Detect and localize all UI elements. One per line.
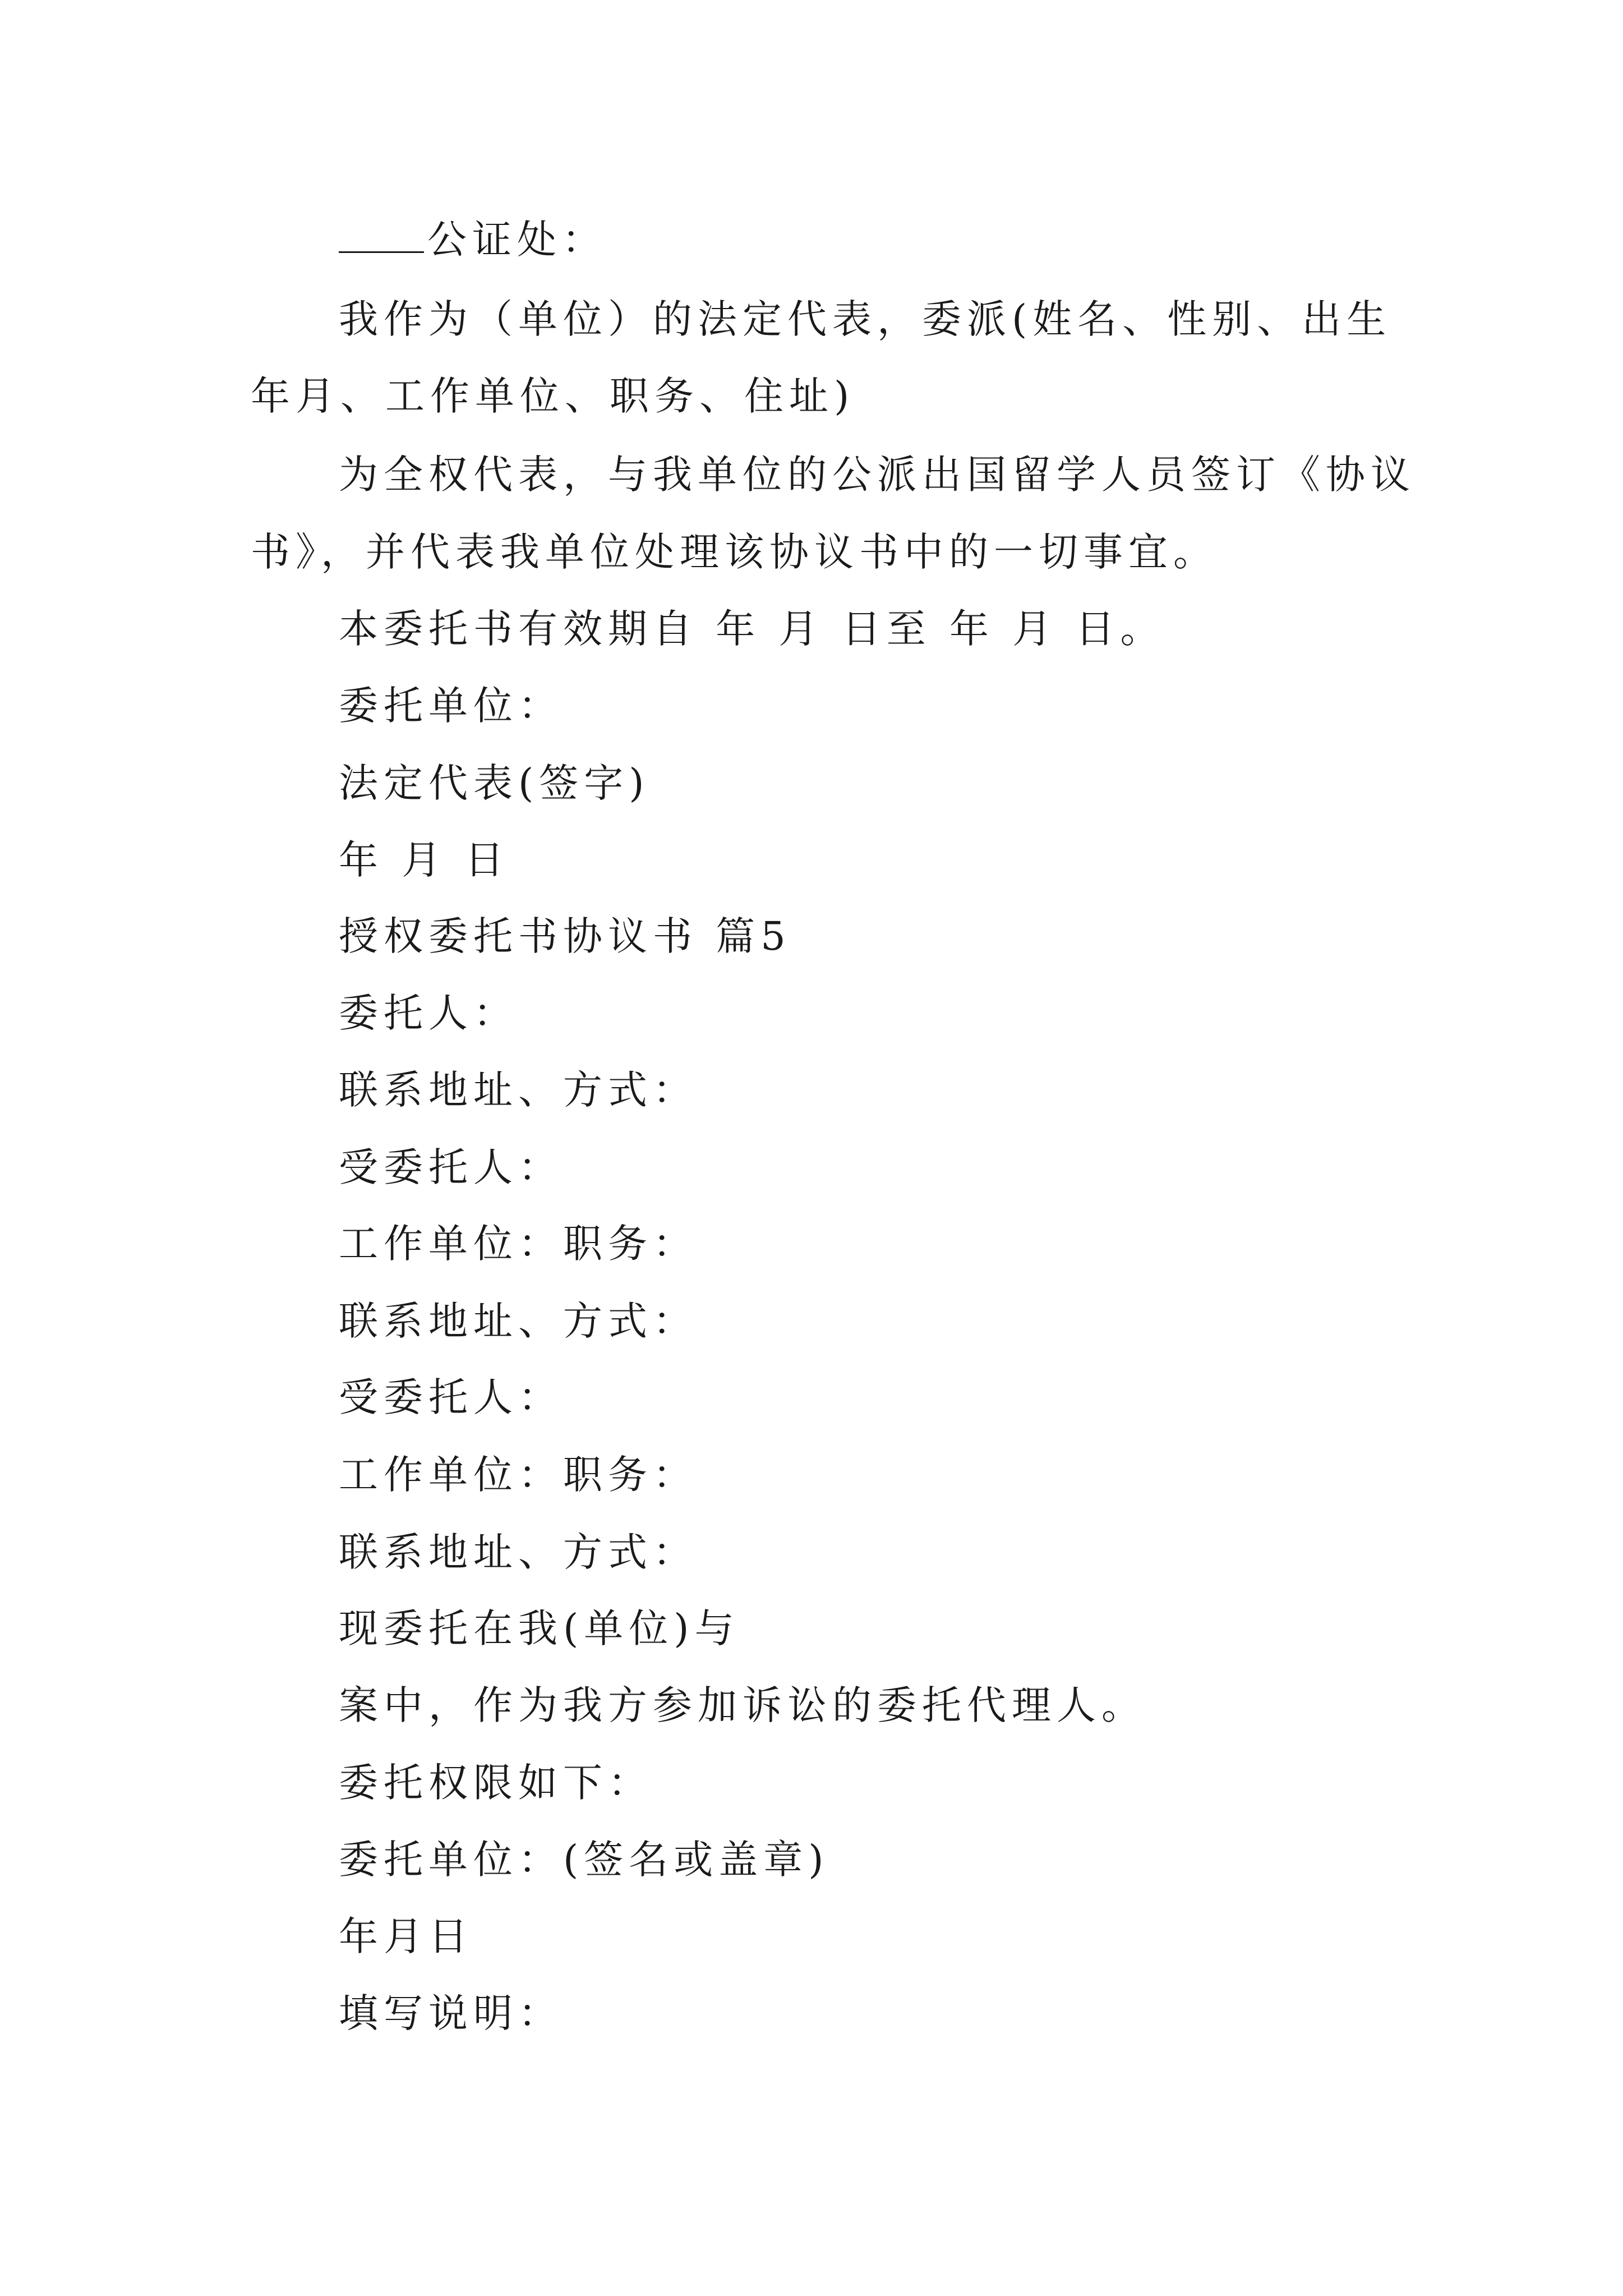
entrusting-unit-line: 委托单位：: [339, 683, 563, 729]
field-entrustor: 委托人：: [339, 990, 518, 1036]
paragraph1-line2: 年月、工作单位、职务、住址): [251, 373, 855, 419]
entrust-clause-line2: 案中，作为我方参加诉讼的委托代理人。: [339, 1682, 1146, 1728]
field-contact: 联系地址、方式：: [339, 1298, 698, 1344]
addressee-text: 公证处：: [427, 217, 607, 263]
validity-line: 本委托书有效期自 年 月 日至 年 月 日。: [339, 606, 1165, 652]
field-contact: 联系地址、方式：: [339, 1067, 698, 1113]
authority-line: 委托权限如下：: [339, 1760, 653, 1806]
field-trustee: 受委托人：: [339, 1144, 563, 1190]
paragraph2-line1: 为全权代表，与我单位的公派出国留学人员签订《协议: [339, 452, 1415, 498]
fill-instructions-heading: 填写说明：: [339, 1990, 563, 2036]
field-employer-position: 工作单位：职务：: [339, 1452, 698, 1498]
date-compact-line: 年月日: [339, 1913, 473, 1959]
field-employer-position: 工作单位：职务：: [339, 1221, 698, 1267]
addressee-line: [339, 214, 607, 265]
unit-signature-line: 委托单位：(签名或盖章): [339, 1837, 829, 1883]
field-trustee: 受委托人：: [339, 1374, 563, 1420]
entrust-clause-line1: 现委托在我(单位)与: [339, 1605, 740, 1651]
field-contact: 联系地址、方式：: [339, 1529, 698, 1575]
paragraph2-line2: 书》，并代表我单位处理该协议书中的一切事宜。: [251, 529, 1218, 575]
legal-rep-sign-line: 法定代表(签字): [339, 760, 650, 806]
section-title: 授权委托书协议书 篇5: [339, 913, 791, 959]
paragraph1-line1: 我作为（单位）的法定代表，委派(姓名、性别、出生: [339, 296, 1392, 342]
addressee-blank: [339, 218, 424, 253]
date-line: 年 月 日: [339, 837, 510, 883]
